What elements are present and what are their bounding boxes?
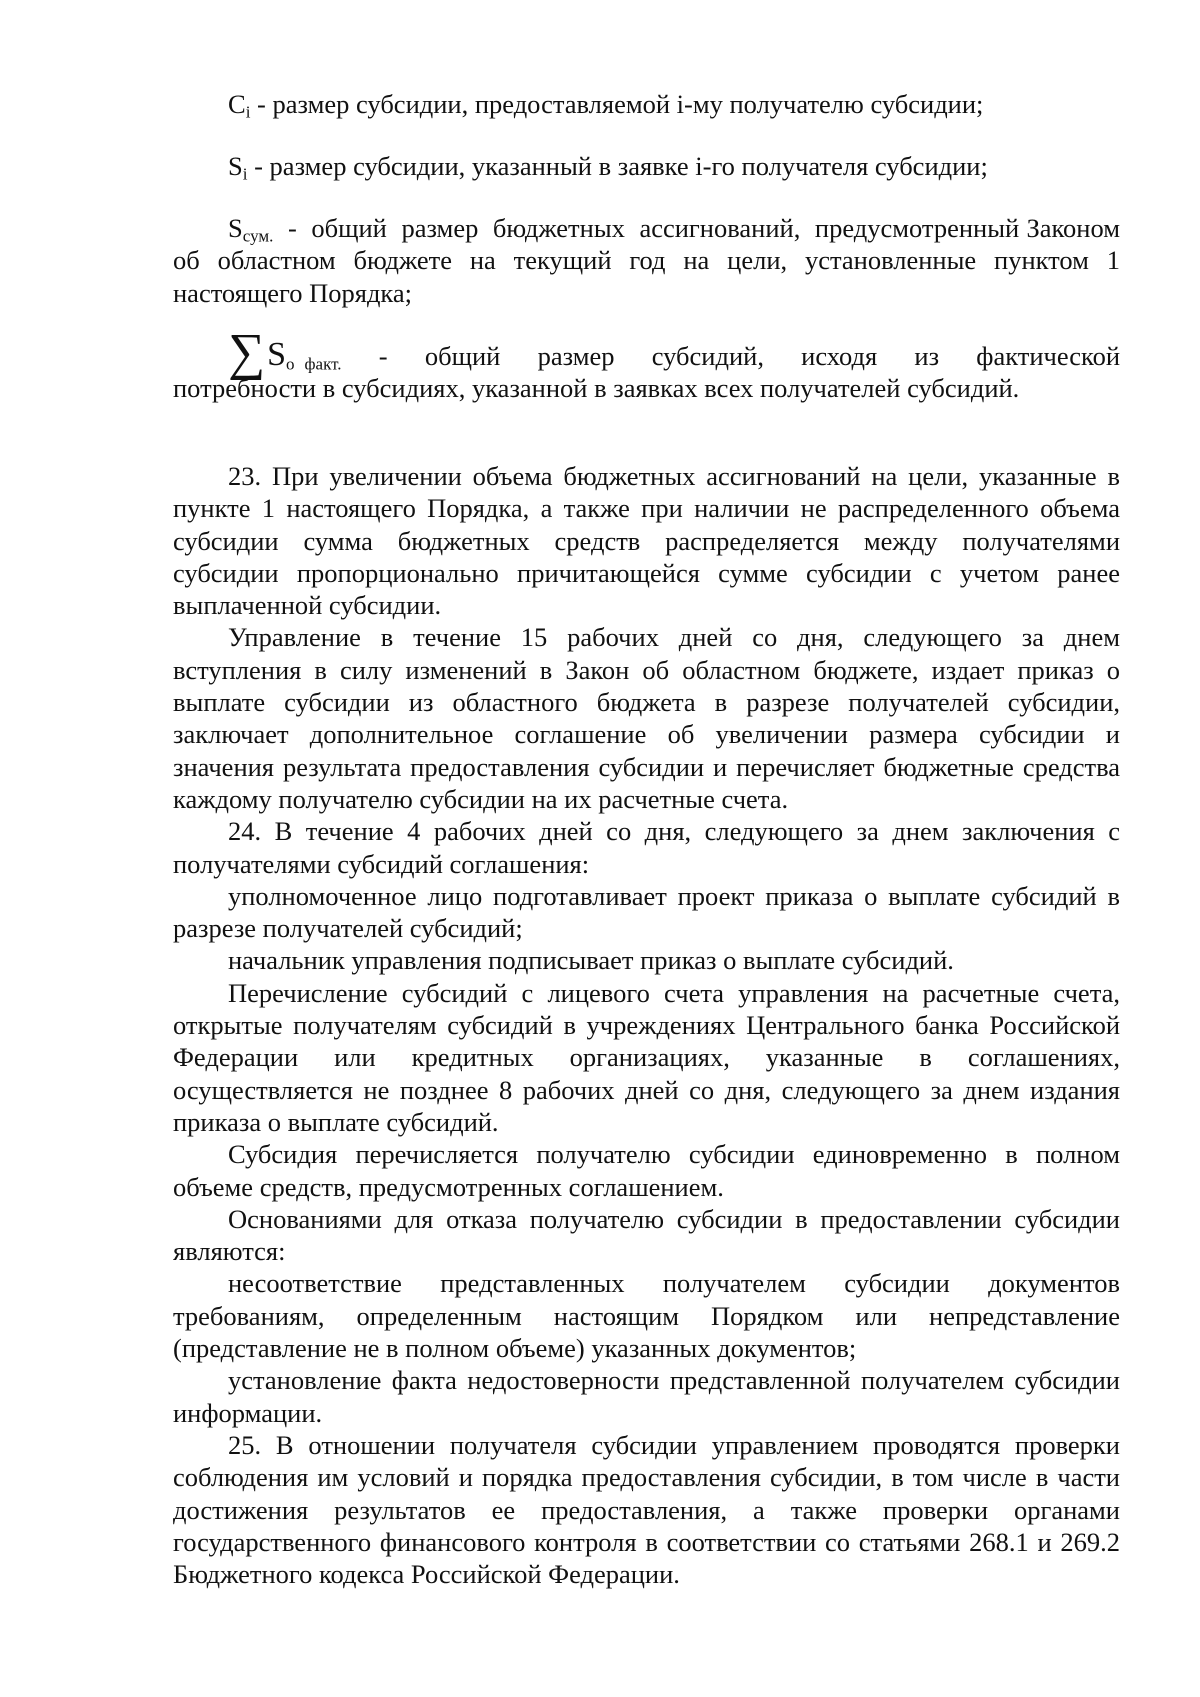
paragraph-24: 24. В течение 4 рабочих дней со дня, следующего за днем заключения с получателями субсидий соглашения: xyxy=(173,816,1120,879)
paragraph: Перечисление субсидий с лицевого счета управления на расчетные счета, открытые получателям субсидий в учреждениях Центрального банка Российской Федерации или кредитных организациях, указанные в соглашениях, осуществляется не позднее 8 рабочих дней со дня, следующего за днем издания приказа о выплате субсидий. xyxy=(173,977,1120,1137)
paragraph: Управление в течение 15 рабочих дней со дня, следующего за днем вступления в силу изменений в Закон об областном бюджете, издает приказ о выплате субсидии из областного бюджета в разрезе получателей субсидии, заключает дополнительное соглашение об увеличении размера субсидии и значения результата предоставления субсидии и перечисляет бюджетные средства каждому получателю субсидии на их расчетные счета. xyxy=(173,622,1120,814)
paragraph: Субсидия перечисляется получателю субсидии единовременно в полном объеме средств, предусмотренных соглашением. xyxy=(173,1139,1120,1202)
subscript-i: i xyxy=(242,164,248,184)
paragraph: начальник управления подписывает приказ о выплате субсидий. xyxy=(228,945,954,976)
definition-text: - размер субсидии, указанный в заявке i-го получателя субсидии; xyxy=(247,151,988,181)
paragraph: Основаниями для отказа получателю субсидии в предоставлении субсидии являются: xyxy=(173,1203,1120,1267)
definition-text: - размер субсидии, предоставляемой i-му получателю субсидии; xyxy=(250,89,984,119)
definition-s-i xyxy=(173,150,1120,182)
subscript-sum: сум. xyxy=(242,226,274,246)
paragraph: несоответствие представленных получателем субсидии документов требованиям, определенным настоящим Порядком или непредставление (представление не в полном объеме) указанных документов; xyxy=(173,1268,1120,1364)
subscript-i: i xyxy=(245,102,251,122)
paragraph: уполномоченное лицо подготавливает проект приказа о выплате субсидий в разрезе получателей субсидий; xyxy=(173,880,1120,944)
definition-s-sum xyxy=(173,212,1127,309)
definition-sum-fact xyxy=(173,324,1127,405)
definition-c-i xyxy=(173,88,1120,120)
symbol-c: C xyxy=(228,89,246,119)
sigma-symbol: ∑ xyxy=(228,324,266,382)
paragraph-23: 23. При увеличении объема бюджетных ассигнований на цели, указанные в пункте 1 настоящего Порядка, а также при наличии не распределенного объема субсидии сумма бюджетных средств распределяется между получателями субсидии пропорционально причитающейся сумме субсидии с учетом ранее выплаченной субсидии. xyxy=(173,461,1120,621)
definition-text: - общий размер бюджетных ассигнований, предусмотренный Законом об областном бюджете на текущий год на цели, установленные пунктом 1 настоящего Порядка; xyxy=(173,213,1127,308)
symbol-s: S xyxy=(228,213,243,243)
symbol-s: S xyxy=(228,151,243,181)
subscript-fact: о факт. xyxy=(286,354,342,374)
paragraph: установление факта недостоверности представленной получателем субсидии информации. xyxy=(173,1365,1120,1428)
definition-text: - общий размер субсидий, исходя из фактической потребности в субсидиях, указанной в заявках всех получателей субсидий. xyxy=(173,341,1127,404)
body-text xyxy=(173,460,1120,1590)
paragraph-25: 25. В отношении получателя субсидии управлением проводятся проверки соблюдения им условий и порядка предоставления субсидии, в том числе в части достижения результатов ее предоставления, а также проверки органами государственного финансового контроля в соответствии со статьями 268.1 и 269.2 Бюджетного кодекса Российской Федерации. xyxy=(173,1429,1120,1590)
symbol-s: S xyxy=(267,336,286,373)
